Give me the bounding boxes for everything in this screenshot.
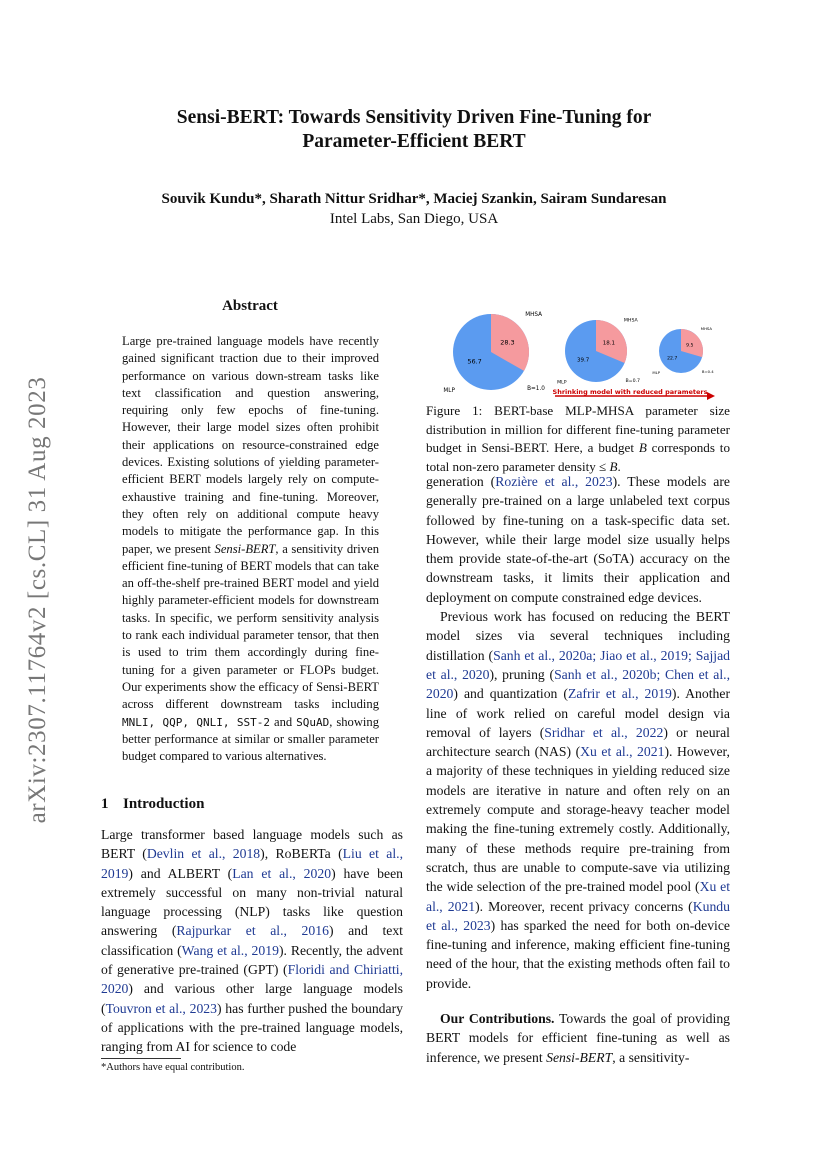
- pie-value-mhsa: 18.1: [602, 340, 616, 347]
- pie-value-mhsa: 9.5: [686, 343, 694, 349]
- citation-link[interactable]: Xu et al., 2021: [426, 879, 730, 914]
- figure-1-caption: Figure 1: BERT-base MLP-MHSA parameter size distribution in million for different fine-tuning parameter budget in Sensi-BERT. Here, a budget B corresponds to total non-zero parameter density ≤ B.: [426, 403, 730, 474]
- citation-link[interactable]: Devlin et al., 2018: [146, 846, 261, 862]
- citation-link[interactable]: Sridhar et al., 2022: [544, 724, 664, 740]
- shrink-arrow-head: [707, 392, 715, 400]
- citation-link[interactable]: Floridi and Chiriatti, 2020: [101, 962, 403, 997]
- citation-link[interactable]: Sanh et al., 2020b; Chen et al., 2020: [426, 666, 730, 702]
- introduction-text: Large transformer based language models such as BERT (Devlin et al., 2018), RoBERTa (Liu et al., 2019) and ALBERT (Lan et al., 2020) have been extremely successful on many non-trivial natural language processing (NLP) tasks like question answering (Rajpurkar et al., 2016) and text classification (Wang et al., 2019). Recently, the advent of generative pre-trained (GPT) (Floridi and Chiriatti, 2020) and various other large language models (Touvron et al., 2023) has further pushed the boundary of applications with the pre-trained language models, ranging from AI for science to code: [101, 827, 404, 1055]
- figure-1-pies: [445, 305, 735, 402]
- citation-link[interactable]: Rajpurkar et al., 2016: [176, 923, 329, 939]
- pie-value-mlp: 22.7: [667, 356, 678, 362]
- citation-link[interactable]: Zafrir et al., 2019: [567, 686, 672, 702]
- footnote-rule: [101, 1058, 181, 1059]
- pie-budget-label: B=1.0: [527, 386, 545, 392]
- pie-label-mlp: MLP: [443, 387, 455, 394]
- arxiv-id: arXiv:2307.11764v2 [cs.CL] 31 Aug 2023: [24, 376, 51, 824]
- pie-value-mlp: 39.7: [576, 357, 590, 364]
- authors: Souvik Kundu*, Sharath Nittur Sridhar*, Maciej Szankin, Sairam Sundaresan: [161, 191, 667, 207]
- pie-label-mlp: MLP: [652, 370, 661, 376]
- right-column-text: generation (Rozière et al., 2023). These models are generally pre-trained on a large unlabeled text corpus followed by fine-tuning on a task-specific data set. However, while their large model size usually helps them provide state-of-the-art (SoTA) accuracy on the downstream tasks, it limits their application and deployment on compute constrained edge devices. Previous work has focused on reducing the BERT model sizes via several techniques including distillation (Sanh et al., 2020a; Jiao et al., 2019; Sajjad et al., 2020), pruning (Sanh et al., 2020b; Chen et al., 2020) and quantization (Zafrir et al., 2019). Another line of work relied on careful model design via removal of layers (Sridhar et al., 2022) or neural architecture search (NAS) (Xu et al., 2021). However, a majority of these techniques in yielding reduced size models are iterative in nature and often rely on an extremely compute and storage-heavy teacher model making the fine-tuning extremely costly. Additionally, many of these methods require pre-training from scratch, thus are unable to compute-save via utilizing the wide selection of the pre-trained model pool (Xu et al., 2021). Moreover, recent privacy concerns (Kundu et al., 2023) has sparked the need for both on-device fine-tuning and inference, making efficient fine-tuning need of the hour, that the existing methods often fail to provide. Our Contributions. Towards the goal of providing BERT models for efficient fine-tuning as well as inference, we present Sensi-BERT, a sensitivity-: [426, 474, 731, 1065]
- citation-link[interactable]: Lan et al., 2020: [232, 865, 332, 881]
- citation-link[interactable]: Kundu et al., 2023: [426, 898, 730, 933]
- pie-value-mhsa: 28.3: [500, 338, 515, 347]
- citation-link[interactable]: Touvron et al., 2023: [105, 1000, 217, 1016]
- pie-label-mhsa: MHSA: [623, 318, 638, 324]
- affiliation: Intel Labs, San Diego, USA: [329, 211, 499, 227]
- section-heading-introduction: 1 Introduction: [101, 796, 205, 812]
- pie-value-mlp: 56.7: [467, 357, 482, 366]
- pie-label-mhsa: MHSA: [700, 326, 713, 332]
- pie-budget-label: B=0.7: [625, 379, 641, 384]
- citation-link[interactable]: Liu et al., 2019: [101, 846, 404, 881]
- pie-label-mhsa: MHSA: [525, 311, 542, 318]
- paper-title: [0, 106, 828, 154]
- title-line-1: Sensi-BERT: Towards Sensitivity Driven Fine-Tuning for: [176, 107, 652, 128]
- arxiv-stamp: [8, 320, 68, 880]
- citation-link[interactable]: Xu et al., 2021: [580, 744, 665, 760]
- abstract-body: Large pre-trained language models have recently gained significant traction due to their improved performance on various down-stream tasks like text classification and question answering, requiring only few epochs of fine-tuning. However, their large model sizes often prohibit their applications on resource-constrained edge devices. Existing solutions of yielding parameter-efficient BERT models largely rely on compute-exhaustive training and fine-tuning. Moreover, they often rely on additional compute heavy models to mitigate the performance gap. In this paper, we present Sensi-BERT, a sensitivity driven efficient fine-tuning of BERT models that can take an off-the-shelf pre-trained BERT model and yield highly parameter-efficient models for downstream tasks. In specific, we perform sensitivity analysis to rank each individual parameter tensor, that then is used to trim them accordingly during fine-tuning for a given parameter or FLOPs budget. Our experiments show the efficacy of Sensi-BERT across different downstream tasks including MNLI, QQP, QNLI, SST-2 and SQuAD, showing better performance at similar or smaller parameter budget compared to various alternatives.: [122, 334, 380, 764]
- abstract-heading: Abstract: [222, 298, 278, 314]
- title-line-2: Parameter-Efficient BERT: [302, 131, 526, 152]
- citation-link[interactable]: Sanh et al., 2020a; Jiao et al., 2019; Sajjad et al., 2020: [426, 647, 730, 682]
- pie-budget-label: B=0.4: [701, 369, 714, 374]
- citation-link[interactable]: Wang et al., 2019: [181, 942, 279, 958]
- pie-label-mlp: MLP: [557, 380, 567, 386]
- shrink-arrow-label: Shrinking model with reduced parameters: [552, 388, 708, 396]
- footnote: *Authors have equal contribution.: [101, 1062, 245, 1073]
- citation-link[interactable]: Rozière et al., 2023: [495, 474, 613, 489]
